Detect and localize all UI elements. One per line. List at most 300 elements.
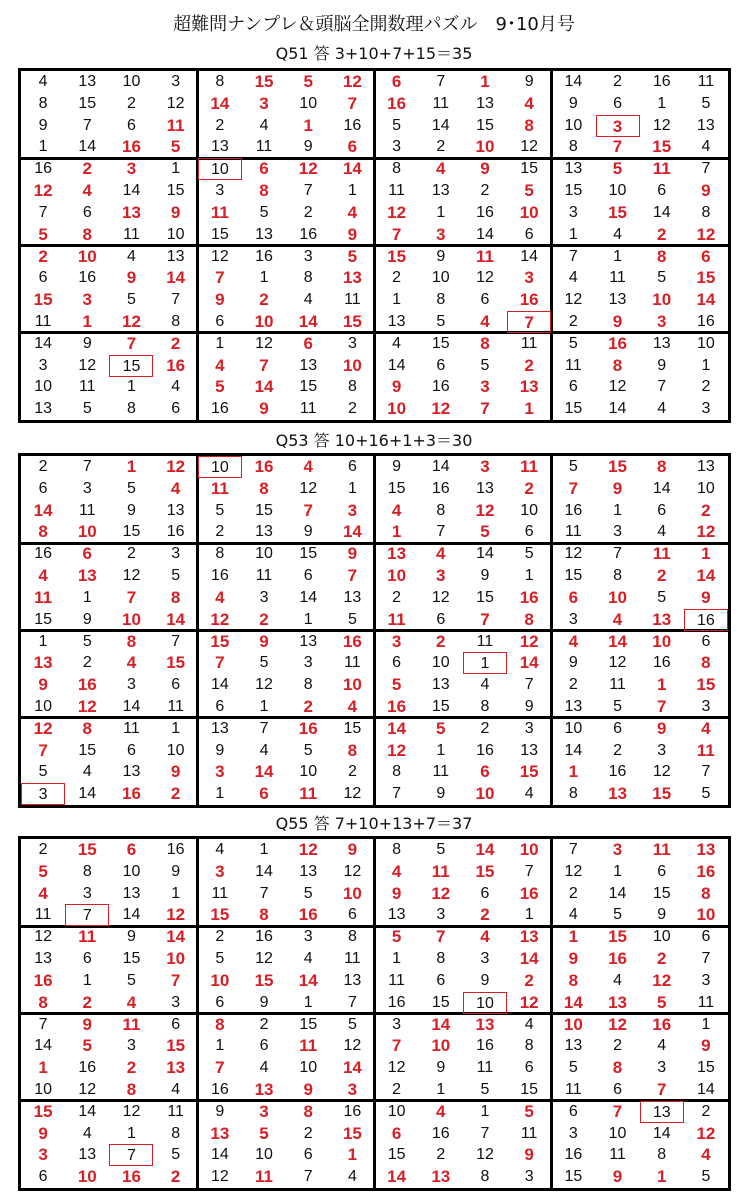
grid-cell: 13 <box>608 992 627 1012</box>
grid-cell: 3 <box>392 1015 402 1033</box>
grid-cell: 15 <box>33 290 53 310</box>
grid-cell: 7 <box>391 224 402 244</box>
grid-cell: 12 <box>33 718 53 738</box>
grid-cell: 3 <box>82 884 92 902</box>
grid-cell: 8 <box>215 545 225 563</box>
grid-cell: 4 <box>303 291 313 309</box>
grid-cell: 2 <box>436 138 446 156</box>
grid-cell: 11 <box>520 334 538 352</box>
grid-cell: 9 <box>170 762 181 782</box>
grid-cell: 4 <box>303 457 313 476</box>
grid-cell: 10 <box>696 905 716 925</box>
grid-cell: 4 <box>215 841 225 858</box>
grid-cell: 8 <box>170 587 181 607</box>
grid-cell: 14 <box>387 356 406 374</box>
grid-cell: 10 <box>697 334 715 352</box>
grid-cell: 11 <box>697 73 715 90</box>
grid-cell: 11 <box>697 993 715 1011</box>
grid-cell: 13 <box>431 182 450 200</box>
grid-cell: 16 <box>608 333 627 353</box>
grid-cell: 8 <box>82 718 93 738</box>
grid-cell: 10 <box>166 949 186 969</box>
grid-cell: 10 <box>431 269 450 287</box>
grid-cell: 14 <box>255 862 273 880</box>
grid-cell: 16 <box>431 378 450 396</box>
grid-cell: 5 <box>701 785 711 803</box>
grid-cell: 7 <box>303 1168 313 1186</box>
grid-cell: 16 <box>255 247 273 265</box>
grid-cell: 16 <box>34 545 52 563</box>
grid-cell: 15 <box>255 501 273 519</box>
grid-cell: 14 <box>254 377 274 397</box>
grid-cell: 15 <box>210 905 230 925</box>
grid-cell: 2 <box>613 1037 622 1055</box>
grid-cell: 2 <box>82 159 93 179</box>
grid-cell: 3 <box>701 400 711 418</box>
grid-cell: 14 <box>299 588 318 606</box>
grid-cell: 13 <box>255 523 273 541</box>
grid-cell: 13 <box>33 653 53 673</box>
grid-cell: 4 <box>259 741 269 759</box>
grid-cell: 7 <box>701 763 711 781</box>
grid-cell: 1 <box>259 269 269 287</box>
grid-cell: 1 <box>613 862 622 880</box>
grid-cell: 5 <box>347 246 358 266</box>
grid-cell: 9 <box>612 311 623 331</box>
grid-cell: 15 <box>77 840 97 859</box>
grid-cell: 12 <box>77 696 97 716</box>
grid-cell: 5 <box>613 906 622 924</box>
grid-cell: 3 <box>656 311 667 331</box>
grid-cell: 5 <box>612 159 623 179</box>
grid-cell: 12 <box>476 269 494 287</box>
grid-cell: 9 <box>347 224 358 244</box>
grid-cell: 13 <box>387 906 406 924</box>
grid-cell: 11 <box>431 861 450 881</box>
grid-cell: 2 <box>613 73 622 90</box>
grid-cell: 6 <box>524 523 534 541</box>
grid-cell: 7 <box>612 1101 623 1121</box>
grid-cell: 5 <box>701 1168 711 1186</box>
grid-cell: 6 <box>82 203 92 221</box>
grid-cell: 12 <box>652 116 671 134</box>
grid-cell: 13 <box>519 927 539 947</box>
grid-cell: 14 <box>431 1014 451 1034</box>
grid-cell: 8 <box>127 400 136 418</box>
grid-cell: 14 <box>342 159 362 179</box>
grid-cell: 13 <box>519 377 539 397</box>
grid-cell: 7 <box>82 116 92 134</box>
grid-cell: 13 <box>166 1058 186 1078</box>
grid-cell: 3 <box>38 356 48 374</box>
grid-cell: 7 <box>436 523 446 541</box>
grid-cell: 9 <box>38 116 48 134</box>
grid-cell: 4 <box>392 334 402 352</box>
grid-cell: 3 <box>171 73 181 90</box>
grid-cell: 3 <box>171 993 181 1011</box>
grid-cell: 12 <box>387 202 407 222</box>
grid-cell: 14 <box>210 676 229 694</box>
grid-cell: 14 <box>342 1058 362 1078</box>
grid-cell: 4 <box>436 1101 446 1121</box>
grid-cell: 4 <box>701 138 711 156</box>
grid-cell: 6 <box>480 291 490 309</box>
grid-cell: 8 <box>612 355 623 375</box>
grid-cell: 15 <box>299 378 318 396</box>
grid-cell: 16 <box>476 741 494 759</box>
grid-cell: 9 <box>38 1123 48 1143</box>
grid-cell: 13 <box>608 291 627 309</box>
grid-cell: 2 <box>524 355 534 375</box>
grid-cell: 5 <box>303 72 313 91</box>
grid-cell: 6 <box>347 458 357 475</box>
grid-cell: 10 <box>255 545 273 563</box>
grid-cell: 15 <box>608 202 627 222</box>
grid-cell: 12 <box>342 72 362 91</box>
grid-cell: 4 <box>171 378 181 396</box>
grid-cell: 7 <box>38 203 48 221</box>
grid-cell: 14 <box>519 653 539 673</box>
grid-cell: 3 <box>347 334 357 352</box>
grid-cell: 5 <box>215 950 225 968</box>
grid-cell: 15 <box>476 588 494 606</box>
grid-cell: 14 <box>78 1102 97 1120</box>
grid-cell: 9 <box>347 544 358 564</box>
grid-cell: 15 <box>431 697 450 715</box>
grid-cell: 9 <box>436 247 446 265</box>
grid-cell: 6 <box>480 762 490 782</box>
grid-cell: 2 <box>347 400 357 418</box>
grid-cell: 7 <box>656 1079 667 1099</box>
grid-cell: 1 <box>303 993 313 1011</box>
grid-cell: 10 <box>608 1124 627 1142</box>
grid-cell: 5 <box>38 861 48 881</box>
grid-cell: 13 <box>299 632 318 650</box>
grid-cell: 16 <box>254 457 274 476</box>
grid-cell: 11 <box>388 971 405 989</box>
grid-cell: 9 <box>568 949 579 969</box>
grid-cell: 10 <box>652 290 672 310</box>
grid-cell: 6 <box>303 333 313 353</box>
grid-cell: 1 <box>656 675 667 695</box>
grid-cell: 5 <box>391 675 402 695</box>
grid-cell: 8 <box>347 740 358 760</box>
grid-cell: 3 <box>82 290 93 310</box>
grid-cell: 9 <box>480 159 490 179</box>
grid-cell: 3 <box>347 500 358 520</box>
grid-cell: 7 <box>480 609 490 629</box>
grid-cell: 4 <box>657 523 667 541</box>
grid-cell: 16 <box>431 1124 450 1142</box>
grid-cell: 5 <box>171 1146 181 1164</box>
grid-cell: 9 <box>701 181 711 201</box>
grid-cell: 15 <box>652 884 671 902</box>
grid-cell: 11 <box>166 115 185 135</box>
grid-cell: 7 <box>480 1124 490 1142</box>
grid-cell: 10 <box>342 883 362 903</box>
grid-cell: 7 <box>507 311 551 333</box>
grid-cell: 10 <box>608 587 627 607</box>
grid-cell: 15 <box>343 719 362 737</box>
grid-cell: 9 <box>259 399 269 419</box>
grid-cell: 2 <box>347 763 357 781</box>
grid-cell: 13 <box>255 225 273 243</box>
grid-cell: 14 <box>652 203 671 221</box>
grid-cell: 12 <box>33 181 53 201</box>
grid-cell: 11 <box>123 225 140 243</box>
grid-cell: 4 <box>38 566 48 586</box>
grid-cell: 6 <box>38 479 48 497</box>
grid-cell: 6 <box>392 654 402 672</box>
grid-cell: 9 <box>82 1014 93 1034</box>
grid-cell: 13 <box>564 1037 583 1055</box>
grid-cell: 10 <box>475 784 495 804</box>
grid-cell: 14 <box>166 609 186 629</box>
grid-cell: 9 <box>657 356 667 374</box>
grid-cell: 5 <box>303 741 313 759</box>
grid-cell: 13 <box>210 719 229 737</box>
grid-cell: 6 <box>480 884 490 902</box>
grid-cell: 2 <box>38 458 48 475</box>
grid-cell: 1 <box>171 884 181 902</box>
answer-q51: Q51 答 3+10+7+15＝35 <box>275 44 473 63</box>
grid-cell: 5 <box>127 479 136 497</box>
grid-cell: 14 <box>608 631 627 651</box>
grid-cell: 5 <box>701 94 711 112</box>
grid-cell: 16 <box>564 1146 583 1164</box>
grid-cell: 14 <box>254 762 274 782</box>
grid-cell: 8 <box>347 928 357 946</box>
grid-cell: 16 <box>476 1037 494 1055</box>
grid-cell: 11 <box>78 501 96 519</box>
grid-cell: 3 <box>524 719 534 737</box>
grid-cell: 9 <box>701 1036 711 1056</box>
grid-cell: 3 <box>701 971 711 989</box>
grid-cell: 5 <box>82 400 92 418</box>
grid-cell: 8 <box>259 905 269 925</box>
grid-cell: 13 <box>697 458 715 475</box>
grid-cell: 11 <box>255 1167 274 1187</box>
grid-cell: 9 <box>568 654 578 672</box>
grid-cell: 11 <box>652 544 671 564</box>
grid-cell: 5 <box>82 1036 93 1056</box>
grid-cell: 10 <box>463 992 507 1014</box>
grid-cell: 4 <box>568 269 578 287</box>
grid-cell: 8 <box>303 269 313 287</box>
grid-cell: 10 <box>519 840 539 859</box>
grid-cell: 10 <box>520 501 539 519</box>
grid-cell: 15 <box>476 116 494 134</box>
grid-cell: 9 <box>259 993 269 1011</box>
grid-cell: 13 <box>608 784 627 804</box>
grid-cell: 10 <box>255 1146 273 1164</box>
grid-cell: 5 <box>568 458 578 475</box>
grid-cell: 16 <box>431 479 450 497</box>
grid-cell: 7 <box>701 950 711 968</box>
grid-cell: 5 <box>657 269 667 287</box>
grid-cell: 10 <box>431 654 450 672</box>
grid-cell: 10 <box>77 1167 97 1187</box>
grid-cell: 3 <box>215 182 225 200</box>
grid-cell: 1 <box>436 741 446 759</box>
grid-cell: 1 <box>463 652 507 674</box>
grid-cell: 12 <box>255 676 273 694</box>
grid-cell: 4 <box>127 247 136 265</box>
grid-cell: 11 <box>255 138 273 156</box>
grid-cell: 6 <box>568 587 579 607</box>
grid-cell: 8 <box>303 676 313 694</box>
grid-cell: 10 <box>387 399 407 419</box>
grid-cell: 14 <box>387 718 407 738</box>
grid-cell: 7 <box>126 333 137 353</box>
grid-cell: 6 <box>126 840 137 859</box>
grid-cell: 2 <box>38 246 48 266</box>
grid-cell: 5 <box>524 181 534 201</box>
grid-cell: 6 <box>215 697 225 715</box>
grid-cell: 14 <box>431 458 450 475</box>
grid-cell: 3 <box>215 762 225 782</box>
grid-cell: 4 <box>657 1037 667 1055</box>
grid-cell: 10 <box>608 182 627 200</box>
grid-cell: 5 <box>392 116 402 134</box>
grid-cell: 13 <box>431 1167 451 1187</box>
grid-cell: 13 <box>210 138 229 156</box>
grid-cell: 14 <box>34 334 52 352</box>
grid-cell: 8 <box>436 501 446 519</box>
grid-cell: 1 <box>568 762 579 782</box>
grid-cell: 16 <box>166 523 185 541</box>
grid-cell: 16 <box>255 928 273 946</box>
grid-cell: 16 <box>343 1102 362 1120</box>
grid-cell: 5 <box>480 356 490 374</box>
grid-cell: 14 <box>652 479 671 497</box>
grid-cell: 8 <box>171 312 181 330</box>
grid-cell: 5 <box>127 291 136 309</box>
grid-cell: 6 <box>259 784 269 804</box>
grid-cell: 12 <box>519 992 539 1012</box>
grid-cell: 6 <box>436 610 446 628</box>
grid-cell: 15 <box>34 610 52 628</box>
grid-cell: 14 <box>122 697 141 715</box>
grid-cell: 9 <box>701 587 711 607</box>
grid-cell: 13 <box>475 1014 495 1034</box>
grid-cell: 3 <box>524 268 534 288</box>
grid-cell: 11 <box>78 927 97 947</box>
grid-cell: 2 <box>392 1080 402 1098</box>
grid-cell: 8 <box>215 1014 225 1034</box>
grid-cell: 12 <box>564 291 583 309</box>
grid-cell: 13 <box>697 116 715 134</box>
grid-cell: 14 <box>476 545 494 563</box>
grid-cell: 12 <box>343 1037 362 1055</box>
grid-cell: 1 <box>392 950 402 968</box>
grid-cell: 7 <box>701 160 711 178</box>
grid-cell: 4 <box>701 1145 711 1165</box>
grid-cell: 16 <box>476 203 494 221</box>
grid-cell: 12 <box>608 1014 627 1034</box>
grid-cell: 9 <box>303 138 313 156</box>
grid-cell: 16 <box>122 1167 141 1187</box>
grid-cell: 4 <box>82 763 92 781</box>
grid-cell: 11 <box>34 312 52 330</box>
grid-cell: 1 <box>347 1145 358 1165</box>
grid-cell: 5 <box>480 522 490 542</box>
grid-cell: 5 <box>524 545 534 563</box>
grid-cell: 14 <box>298 311 318 331</box>
grid-cell: 10 <box>299 94 318 112</box>
grid-cell: 6 <box>524 225 534 243</box>
grid-cell: 1 <box>701 356 711 374</box>
grid-cell: 7 <box>568 841 578 858</box>
grid-cell: 10 <box>166 225 185 243</box>
grid-cell: 9 <box>568 94 578 112</box>
grid-cell: 14 <box>520 247 539 265</box>
grid-cell: 1 <box>613 247 622 265</box>
grid-cell: 13 <box>166 247 185 265</box>
grid-cell: 6 <box>347 906 357 924</box>
grid-cell: 10 <box>342 355 362 375</box>
grid-cell: 4 <box>82 181 93 201</box>
grid-cell: 15 <box>210 225 229 243</box>
grid-cell: 2 <box>215 523 225 541</box>
grid-cell: 10 <box>166 741 185 759</box>
grid-cell: 2 <box>127 545 136 563</box>
grid-cell: 16 <box>299 225 318 243</box>
grid-cell: 10 <box>122 609 141 629</box>
grid-cell: 4 <box>170 478 181 498</box>
grid-cell: 6 <box>259 1037 269 1055</box>
grid-cell: 9 <box>436 785 446 803</box>
grid-cell: 4 <box>436 159 446 179</box>
grid-cell: 16 <box>684 609 728 631</box>
grid-cell: 7 <box>82 458 92 475</box>
grid-cell: 12 <box>431 399 451 419</box>
grid-cell: 5 <box>259 203 269 221</box>
grid-cell: 15 <box>696 675 716 695</box>
grid-cell: 14 <box>475 840 495 859</box>
grid-cell: 6 <box>701 246 711 266</box>
grid-cell: 8 <box>436 291 446 309</box>
grid-cell: 8 <box>38 94 48 112</box>
grid-cell: 16 <box>210 567 229 585</box>
grid-cell: 3 <box>701 697 711 715</box>
grid-cell: 12 <box>696 224 716 244</box>
grid-cell: 1 <box>38 1058 48 1078</box>
grid-cell: 10 <box>519 202 539 222</box>
grid-cell: 16 <box>564 501 583 519</box>
grid-cell: 8 <box>613 567 622 585</box>
grid-cell: 1 <box>480 72 490 91</box>
grid-cell: 10 <box>697 479 715 497</box>
grid-cell: 8 <box>568 138 578 156</box>
grid-cell: 11 <box>344 950 361 968</box>
grid-cell: 4 <box>303 950 313 968</box>
grid-cell: 7 <box>657 378 667 396</box>
grid-cell: 16 <box>652 73 671 90</box>
grid-cell: 13 <box>343 588 362 606</box>
grid-cell: 14 <box>122 182 141 200</box>
grid-cell: 12 <box>122 567 141 585</box>
grid-cell: 2 <box>170 333 181 353</box>
grid-cell: 5 <box>436 841 446 858</box>
grid-cell: 14 <box>431 116 450 134</box>
grid-cell: 14 <box>697 1080 715 1098</box>
grid-cell: 4 <box>347 696 358 716</box>
grid-cell: 4 <box>38 883 48 903</box>
grid-cell: 15 <box>299 1015 318 1033</box>
grid-cell: 9 <box>126 268 137 288</box>
grid-cell: 12 <box>34 928 52 946</box>
